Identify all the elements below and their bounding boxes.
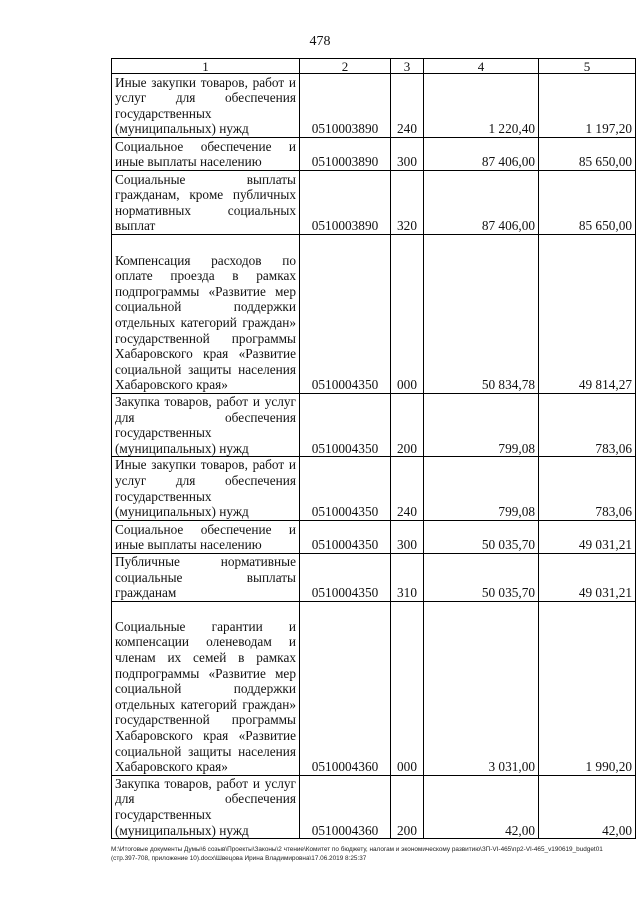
expense-name-cell: Публичные нормативные социальные выплаты гражданам: [112, 553, 300, 601]
expense-type-cell: 200: [391, 775, 424, 838]
table-row: [112, 520, 636, 553]
target-code-cell: 0510004350: [300, 520, 391, 553]
target-code-cell: 0510003890: [300, 74, 391, 138]
amount-cell: 50 035,70: [424, 553, 539, 601]
amount-cell: 50 834,78: [424, 235, 539, 394]
target-code-cell: 0510004360: [300, 601, 391, 775]
expense-type-cell: 300: [391, 520, 424, 553]
target-code-cell: 0510003890: [300, 171, 391, 235]
target-code-cell: 0510004350: [300, 457, 391, 520]
page-number: 478: [309, 34, 331, 49]
expense-type-cell: 000: [391, 235, 424, 394]
amount-cell: 3 031,00: [424, 601, 539, 775]
amount-cell: 49 814,27: [539, 235, 636, 394]
expense-name-cell: Закупка товаров, работ и услуг для обеспечения государственных (муниципальных) нужд: [112, 775, 300, 838]
amount-cell: 49 031,21: [539, 520, 636, 553]
table-row: [112, 394, 636, 457]
header-cell: 3: [391, 59, 424, 74]
table-row: [112, 171, 636, 235]
table-header-row: [112, 59, 636, 74]
amount-cell: 1 990,20: [539, 601, 636, 775]
amount-cell: 87 406,00: [424, 138, 539, 171]
header-cell: 2: [300, 59, 391, 74]
file-path-footer: М:\Итоговые документы Думы\6 созыв\Проекты\Законы\2 чтение\Комитет по бюджету, налогам и экономическому развитию\ЗП-VI-465\пр2-VI-465_v190619_budget01 (стр.397-708, приложение 10).docx\Швецова Ирина Владимировна\17.06.2019 8:25:37: [111, 846, 603, 862]
amount-cell: 783,06: [539, 394, 636, 457]
amount-cell: 1 197,20: [539, 74, 636, 138]
table-row: [112, 775, 636, 838]
amount-cell: 42,00: [539, 775, 636, 838]
header-cell: 1: [112, 59, 300, 74]
amount-cell: 85 650,00: [539, 171, 636, 235]
expense-name-cell: Компенсация расходов по оплате проезда в рамках подпрограммы «Развитие мер социальной поддержки отдельных категорий граждан» государственной программы Хабаровского края «Развитие социальной защиты населения Хабаровского края»: [112, 235, 300, 394]
amount-cell: 49 031,21: [539, 553, 636, 601]
amount-cell: 50 035,70: [424, 520, 539, 553]
header-cell: 4: [424, 59, 539, 74]
target-code-cell: 0510003890: [300, 138, 391, 171]
target-code-cell: 0510004360: [300, 775, 391, 838]
expense-type-cell: 000: [391, 601, 424, 775]
budget-table: [111, 58, 636, 839]
header-cell: 5: [539, 59, 636, 74]
expense-name-cell: Социальное обеспечение и иные выплаты населению: [112, 138, 300, 171]
expense-type-cell: 200: [391, 394, 424, 457]
expense-type-cell: 240: [391, 74, 424, 138]
amount-cell: 42,00: [424, 775, 539, 838]
amount-cell: 799,08: [424, 457, 539, 520]
expense-name-cell: Закупка товаров, работ и услуг для обеспечения государственных (муниципальных) нужд: [112, 394, 300, 457]
expense-name-cell: Иные закупки товаров, работ и услуг для обеспечения государственных (муниципальных) нужд: [112, 74, 300, 138]
table-row: [112, 138, 636, 171]
table-row: [112, 601, 636, 775]
amount-cell: 1 220,40: [424, 74, 539, 138]
amount-cell: 85 650,00: [539, 138, 636, 171]
expense-type-cell: 240: [391, 457, 424, 520]
table-row: [112, 235, 636, 394]
expense-type-cell: 300: [391, 138, 424, 171]
expense-name-cell: Социальные выплаты гражданам, кроме публичных нормативных социальных выплат: [112, 171, 300, 235]
expense-type-cell: 310: [391, 553, 424, 601]
target-code-cell: 0510004350: [300, 553, 391, 601]
expense-name-cell: Социальные гарантии и компенсации оленеводам и членам их семей в рамках подпрограммы «Развитие мер социальной поддержки отдельных категорий граждан» государственной программы Хабаровского края «Развитие социальной защиты населения Хабаровского края»: [112, 601, 300, 775]
target-code-cell: 0510004350: [300, 394, 391, 457]
expense-name-cell: Иные закупки товаров, работ и услуг для обеспечения государственных (муниципальных) нужд: [112, 457, 300, 520]
table-row: [112, 553, 636, 601]
expense-name-cell: Социальное обеспечение и иные выплаты населению: [112, 520, 300, 553]
amount-cell: 87 406,00: [424, 171, 539, 235]
table-row: [112, 74, 636, 138]
amount-cell: 799,08: [424, 394, 539, 457]
target-code-cell: 0510004350: [300, 235, 391, 394]
amount-cell: 783,06: [539, 457, 636, 520]
table-row: [112, 457, 636, 520]
expense-type-cell: 320: [391, 171, 424, 235]
